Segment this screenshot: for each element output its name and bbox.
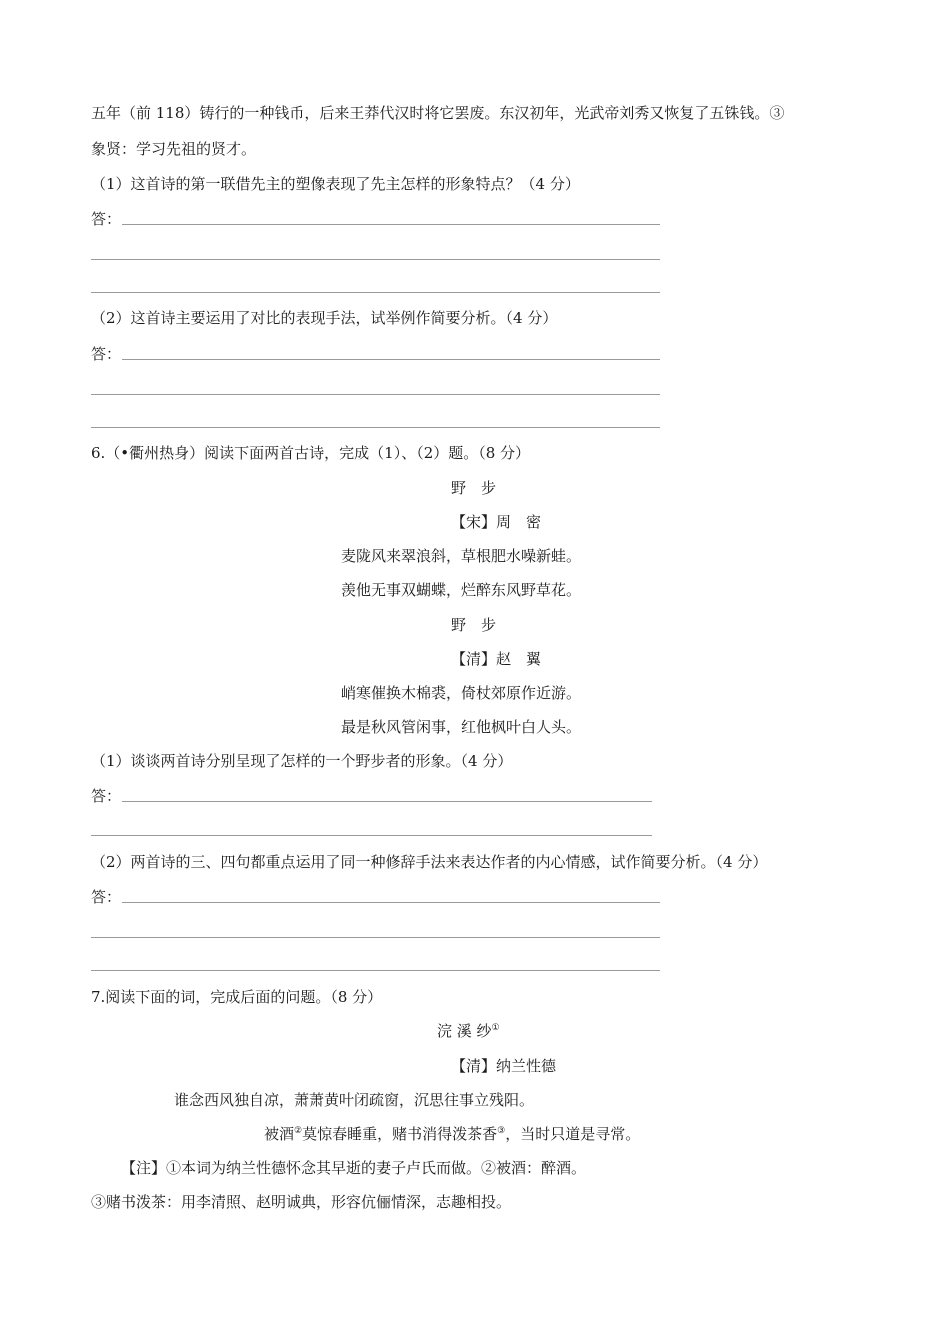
answer-line [122, 359, 660, 360]
q6-sub1-question: （1）谈谈两首诗分别呈现了怎样的一个野步者的形象。（4 分） [91, 752, 513, 770]
q5-sub2-question: （2）这首诗主要运用了对比的表现手法，试举例作简要分析。（4 分） [91, 309, 558, 327]
q6-poem1-title: 野 步 [451, 479, 497, 497]
q6-title: 6.（•衢州热身）阅读下面两首古诗，完成（1）、（2）题。（8 分） [91, 444, 531, 462]
intro-line-2: 象贤：学习先祖的贤才。 [91, 140, 257, 158]
answer-line [91, 259, 660, 260]
q5-sub1-question: （1）这首诗的第一联借先主的塑像表现了先主怎样的形象特点？（4 分） [91, 175, 580, 193]
answer-line [122, 224, 660, 225]
q7-poem-line2: 被酒②莫惊春睡重，赌书消得泼茶香③，当时只道是寻常。 [264, 1125, 641, 1143]
answer-line [91, 292, 660, 293]
answer-label: 答： [91, 787, 122, 805]
answer-label: 答： [91, 888, 122, 906]
answer-line [91, 427, 660, 428]
q6-poem2-title: 野 步 [451, 616, 497, 634]
q6-poem1-line1: 麦陇风来翠浪斜，草根肥水噪新蛙。 [341, 547, 582, 565]
q7-poem-line1: 谁念西风独自凉，萧萧黄叶闭疏窗，沉思往事立残阳。 [174, 1091, 535, 1109]
answer-line [122, 801, 652, 802]
answer-label: 答： [91, 210, 122, 228]
q7-poem-author: 【清】纳兰性德 [451, 1057, 557, 1075]
q7-note-1: 【注】①本词为纳兰性德怀念其早逝的妻子卢氏而做。②被酒：醉酒。 [121, 1159, 587, 1177]
answer-line [91, 394, 660, 395]
q6-sub2-question: （2）两首诗的三、四句都重点运用了同一种修辞手法来表达作者的内心情感，试作简要分析。（4 分） [91, 853, 768, 871]
q6-poem2-line1: 峭寒催换木棉裘，倚杖郊原作近游。 [341, 684, 582, 702]
answer-line [91, 937, 660, 938]
answer-line [91, 970, 660, 971]
answer-line [91, 835, 652, 836]
answer-label: 答： [91, 345, 122, 363]
intro-line-1: 五年（前 118）铸行的一种钱币，后来王莽代汉时将它罢废。东汉初年，光武帝刘秀又恢复了五铢钱。③ [91, 104, 785, 122]
q7-note-2: ③赌书泼茶：用李清照、赵明诚典，形容伉俪情深，志趣相投。 [91, 1193, 512, 1211]
q6-poem1-line2: 羡他无事双蝴蝶，烂醉东风野草花。 [341, 581, 582, 599]
q6-poem2-line2: 最是秋风管闲事，红他枫叶白人头。 [341, 718, 582, 736]
q7-title: 7.阅读下面的词，完成后面的问题。（8 分） [91, 988, 383, 1006]
q6-poem1-author: 【宋】周 密 [451, 513, 542, 531]
q6-poem2-author: 【清】赵 翼 [451, 650, 542, 668]
answer-line [122, 902, 660, 903]
q7-poem-title: 浣 溪 纱① [437, 1022, 500, 1040]
